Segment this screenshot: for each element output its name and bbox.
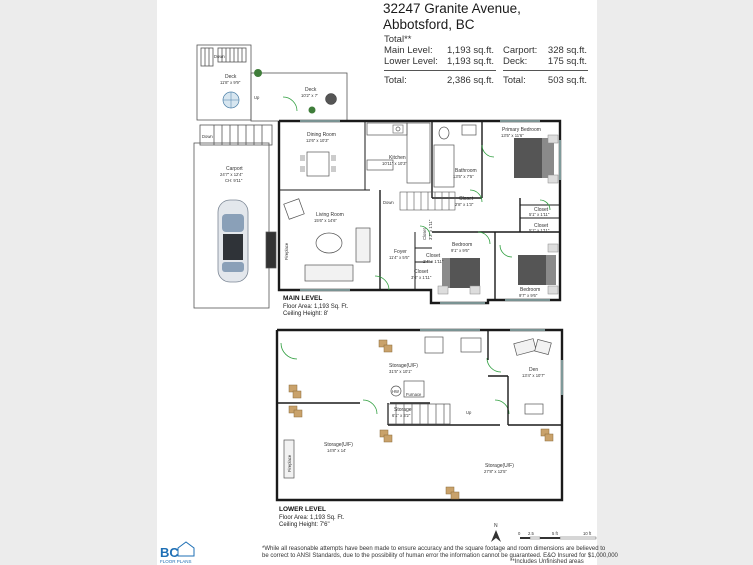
closet3-name: Closet — [426, 253, 441, 259]
closet2-dim: 3'6" x 1'11" — [411, 275, 432, 280]
closet1-dim: 2'8" x 1'3" — [455, 202, 474, 207]
fireplace2-label: Fireplace — [287, 454, 292, 472]
total2-value: 503 sq.ft. — [547, 75, 587, 86]
main-stairs — [400, 192, 455, 210]
foyer-name: Foyer — [394, 249, 407, 255]
deck2-name: Deck — [305, 87, 317, 93]
bed3-dim: 9'7" x 9'6" — [519, 293, 538, 298]
address-line-1: 32247 Granite Avenue, — [383, 1, 521, 16]
closet5-name: Closet — [534, 207, 549, 213]
address-line-2: Abbotsford, BC — [383, 17, 475, 32]
total-label: Total: — [384, 75, 407, 86]
scale-2: 5 ft — [552, 531, 558, 536]
deck-label: Deck: — [503, 56, 528, 67]
lower-level-value: 1,193 sq.ft. — [446, 56, 494, 67]
closet6-dim: 5'1" x 1'11" — [529, 228, 550, 233]
bed2-dim: 9'1" x 9'6" — [451, 248, 470, 253]
storage1-name: Storage(U/F) — [389, 363, 418, 369]
storage1-dim: 31'5" x 10'1" — [389, 369, 412, 374]
lower-level-label: Lower Level: — [384, 56, 438, 67]
kitchen-name: Kitchen — [389, 155, 406, 161]
svg-text:N: N — [494, 523, 498, 529]
disclaimer-line-3: **Includes Unfinished areas — [510, 559, 584, 565]
deck1-dim: 11'8" x 9'9" — [220, 80, 241, 85]
svg-text:FLOOR PLANS: FLOOR PLANS — [160, 559, 192, 564]
living-name: Living Room — [316, 212, 344, 218]
lower-level-title: LOWER LEVEL — [279, 506, 326, 513]
storage-boxes — [289, 340, 553, 499]
kitchen-counters — [367, 123, 430, 183]
lower-level-area: Floor Area: 1,193 Sq. Ft. — [279, 515, 345, 521]
bath-dim: 13'5" x 7'5" — [453, 174, 474, 179]
closet1-name: Closet — [459, 196, 474, 202]
closet2-name: Closet — [414, 269, 429, 275]
closet6-name: Closet — [534, 223, 549, 229]
closet5-dim: 5'1" x 1'11" — [529, 212, 550, 217]
storage2-name: Storage — [394, 407, 412, 413]
total2-label: Total: — [503, 75, 526, 86]
closet3-dim: 2'4" x 1'11" — [423, 259, 444, 264]
carport-name: Carport — [226, 166, 243, 172]
storage4-name: Storage(U/F) — [485, 463, 514, 469]
disclaimer-line-1: *While all reasonable attempts have been made to ensure accuracy and the square footage and room dimensions are believed to — [262, 546, 606, 552]
furnace-label: Furnace — [406, 392, 422, 397]
dining-table — [300, 152, 336, 176]
deck2-dim: 10'2" x 7' — [301, 93, 318, 98]
kitchen-dim: 10'11" x 10'3" — [382, 161, 407, 166]
den-dim: 13'4" x 10'7" — [522, 373, 545, 378]
deck-value: 175 sq.ft. — [547, 56, 587, 67]
foyer-dim: 11'4" x 5'6" — [389, 255, 410, 260]
deck1-name: Deck — [225, 74, 237, 80]
scale-1: 2.5 — [528, 531, 534, 536]
bed2-name: Bedroom — [452, 242, 473, 248]
svg-text:BC: BC — [160, 545, 179, 560]
main-level-ceiling: Ceiling Height: 8' — [283, 311, 329, 317]
bath-name: Bathroom — [455, 168, 477, 174]
deck-area — [197, 45, 347, 145]
storage4-dim: 27'8" x 12'5" — [484, 469, 507, 474]
up-lower-label: Up — [466, 410, 472, 415]
up-deck-label: Up — [254, 95, 260, 100]
disclaimer-line-2: be correct to ANSI Standards, due to the possibility of human error the information cannot be guaranteed. E&O Insured for $1,000,000 — [262, 553, 618, 559]
down-stair-label: Down — [383, 200, 394, 205]
down-deck-label: Down — [202, 134, 213, 139]
patio-table-2 — [326, 94, 337, 105]
fireplace1-label: Fireplace — [284, 242, 289, 260]
bed3-name: Bedroom — [520, 287, 541, 293]
down-top-label: Down — [214, 54, 225, 59]
storage3-name: Storage(U/F) — [324, 442, 353, 448]
lower-level-ceiling: Ceiling Height: 7'6" — [279, 522, 330, 528]
total-heading: Total** — [384, 34, 412, 45]
closet4-dim: 3'2" x 1'11" — [428, 219, 433, 240]
bc-floor-plans-logo — [160, 542, 194, 564]
bedroom2-bed — [438, 258, 480, 294]
patio-table-1 — [223, 92, 239, 108]
carport-value: 328 sq.ft. — [547, 45, 587, 56]
car-icon — [218, 200, 248, 282]
hw-label: HW — [392, 389, 399, 394]
storage3-dim: 14'8" x 14' — [327, 448, 347, 453]
main-level-area: Floor Area: 1,193 Sq. Ft. — [283, 304, 349, 310]
scale-0: 0 — [518, 531, 521, 536]
carport-dim: 24'7" x 12'4" — [220, 172, 243, 177]
lower-furniture — [284, 337, 551, 478]
lower-level-walls — [277, 330, 562, 500]
primary-dim: 13'5" x 11'6" — [501, 133, 524, 138]
scale-bar — [518, 531, 596, 539]
scale-3: 10 ft — [583, 531, 592, 536]
primary-bed — [514, 135, 558, 183]
carport-label: Carport: — [503, 45, 538, 56]
main-level-value: 1,193 sq.ft. — [446, 45, 494, 56]
plant-icon-2 — [309, 107, 316, 114]
main-level-title: MAIN LEVEL — [283, 295, 323, 302]
dining-dim: 12'6" x 10'3" — [306, 138, 329, 143]
closet4-name: Closet — [422, 228, 427, 240]
main-level-label: Main Level: — [384, 45, 433, 56]
storage2-dim: 6'1" x 3'2" — [392, 413, 411, 418]
lower-windows — [420, 330, 562, 395]
total-value: 2,386 sq.ft. — [446, 75, 494, 86]
den-name: Den — [529, 367, 539, 373]
dining-name: Dining Room — [307, 132, 336, 138]
carport-ch: CH: 9'11" — [225, 178, 243, 183]
primary-name: Primary Bedroom — [502, 127, 541, 133]
living-dim: 15'6" x 14'6" — [314, 218, 337, 223]
plant-icon — [254, 69, 262, 77]
north-arrow-icon — [491, 523, 501, 542]
